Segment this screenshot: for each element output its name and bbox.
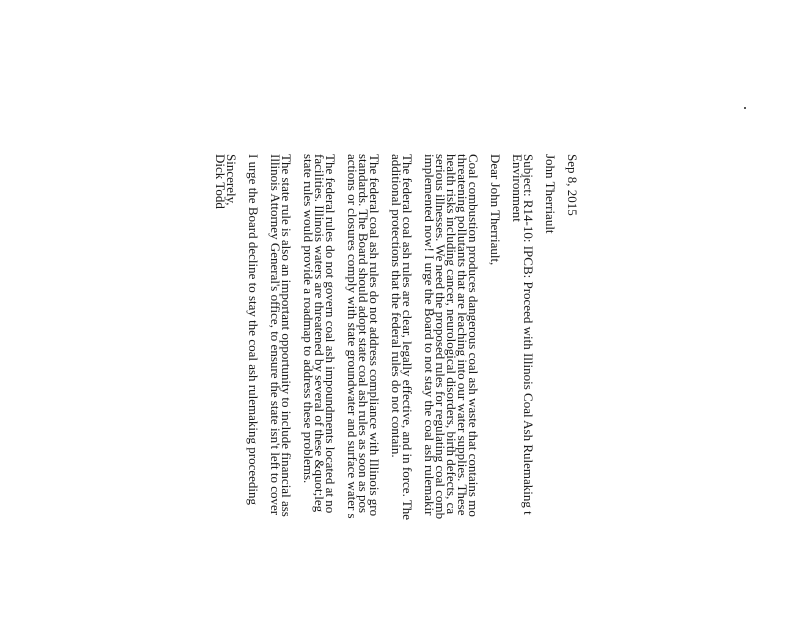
paragraph-4-line: state rules would provide a roadmap to address these problems. — [301, 154, 316, 484]
letter-date: Sep 8, 2015 — [565, 154, 580, 216]
signoff: Sincerely, — [224, 154, 239, 206]
paragraph-3-line: The federal coal ash rules do not address compliance with Illinois gro — [367, 154, 382, 517]
paragraph-2-line: The federal coal ash rules are clear, legally effective, and in force. The — [400, 154, 415, 521]
signature-name: Dick Todd — [213, 154, 228, 209]
paragraph-4-line: The federal rules do not govern coal ash impoundments located at no — [323, 154, 338, 514]
paragraph-5-line: The state rule is also an important opportunity to include financial ass — [279, 154, 294, 517]
paragraph-5-line: Illinois Attorney General's office, to ensure the state isn't left to cover — [268, 154, 283, 516]
paragraph-2-line: additional protections that the federal rules do not contain. — [389, 154, 404, 458]
paragraph-4-line: facilities. Illinois waters are threatened by several of these &quot;leg — [312, 154, 327, 513]
paragraph-1-line: health risks including cancer, neurological disorders, birth defects, ca — [444, 154, 459, 515]
subject-line: Subject: R14-10: IPCB: Proceed with Illinois Coal Ash Rulemaking t — [521, 154, 536, 515]
salutation: Dear John Therriault, — [488, 154, 503, 266]
closing-request: I urge the Board decline to stay the coal ash rulemaking proceeding — [246, 154, 261, 505]
paragraph-1-line: threatening pollutants that are leaching into our water supplies. These — [455, 154, 470, 516]
letter-body — [215, 154, 578, 618]
scan-speck — [744, 107, 746, 109]
paragraph-1-line: Coal combustion produces dangerous coal ash waste that contains mo — [466, 154, 481, 517]
paragraph-3-line: actions or closures comply with state groundwater and surface water s — [345, 154, 360, 519]
paragraph-1-line: implemented now! I urge the Board to not stay the coal ash rulemakir — [422, 154, 437, 516]
subject-line: Environment — [510, 154, 525, 222]
paragraph-1-line: serious illnesses. We need the proposed rules for regulating coal comb — [433, 154, 448, 520]
paragraph-3-line: standards. The Board should adopt state coal ash rules as soon as pos — [356, 154, 371, 513]
letter-recipient: John Therriault — [543, 154, 558, 234]
